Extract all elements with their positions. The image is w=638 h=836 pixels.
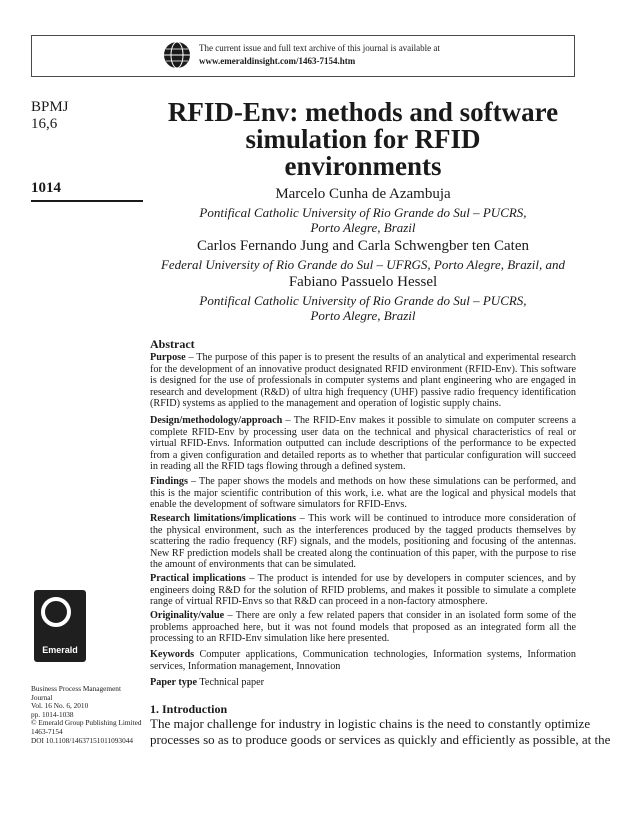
abstract-paper-type [150, 677, 576, 689]
citation-line: pp. 1014-1038 [31, 709, 74, 719]
affiliation-line: Porto Alegre, Brazil [310, 220, 416, 235]
citation-line: Vol. 16 No. 6, 2010 [31, 701, 89, 711]
paper-type-label: Paper type [150, 677, 198, 688]
author-name: Carlos Fernando Jung and Carla Schwengber ten Caten [197, 238, 529, 254]
section-text: – The paper shows the models and methods on how these simulations can be performed, and this is the major scientific contribution of this work, i.e. what are the logical and physical models that enable the development of software simulators for RFID-Envs. [150, 476, 576, 511]
section-text: – The product is intended for use by developers in computer sciences, and by engineers doing R&D for the solution of RFID problems, and makes it possible to simulate a complete range of virtual RFID-Envs so that R&D can proceed in a non-factory atmosphere. [150, 573, 576, 608]
citation-line: © Emerald Group Publishing Limited [31, 718, 142, 728]
emerald-logo-text: Emerald [42, 645, 78, 655]
author-name: Marcelo Cunha de Azambuja [275, 186, 451, 202]
section-text: – There are only a few related papers that consider in an isolated form some of the problems approached here, but it was not found models that proposed as an integrated form all the processing to an RFID-Env simulation like here presented. [150, 610, 576, 645]
page-number: 1014 [31, 180, 61, 196]
abstract-heading: Abstract [150, 337, 195, 351]
banner-availability-text: The current issue and full text archive of this journal is available at [199, 43, 440, 53]
citation-line: Journal [31, 692, 53, 702]
abstract-keywords [150, 649, 576, 672]
author-affiliation [118, 293, 608, 323]
abstract-practical [150, 573, 576, 608]
section-heading: 1. Introduction [150, 702, 228, 716]
author-affiliation [118, 205, 608, 235]
divider [31, 200, 143, 202]
section-label: Purpose [150, 352, 186, 363]
keywords-text: Computer applications, Communication technologies, Information systems, Information services, Information management, Innovation [150, 649, 576, 672]
section-text: – The RFID-Env makes it possible to simulate on computer screens a complete RFID-Env by processing user data on the technical and physical characteristics of real or virtual RFID-Envs. Information outputted can include descriptions of the performance to be expected from a given configuration and detailed reports as to whether that particular configuration will succeed in reading all the RFID tags flowing through a defined system. [150, 415, 576, 473]
title-line: RFID-Env: methods and software [167, 97, 559, 127]
article-title [148, 99, 578, 180]
title-line: simulation for RFID [245, 124, 481, 154]
section-label: Practical implications [150, 573, 246, 584]
section-label: Findings [150, 476, 188, 487]
citation-info [31, 685, 142, 745]
emerald-ring-icon [41, 597, 71, 627]
abstract-purpose [150, 352, 576, 410]
journal-abbreviation: BPMJ [31, 99, 69, 115]
section-text: – The purpose of this paper is to present the results of an analytical and experimental research for the development of an innovative product designated RFID environment (RFID-Env). This software is designed for the use of professionals in computer systems and plant engineering who are engaged in research and development (R&D) of ultra high frequency (UHF) passive radio frequency identification (RFID) systems as applied to the management and operation of logistic supply chains. [150, 352, 576, 410]
abstract-originality [150, 610, 576, 645]
citation-line: DOI 10.1108/14637151011093044 [31, 735, 134, 745]
section-text: – This work will be continued to introduce more consideration of the physical environment, such as the interferences produced by the tagged products themselves by scattering the radio frequency (RF) signals, and the models, positioning and focusing of the antennas. New RF prediction models shall be created along the continuation of this paper, with the purpose to rise the amount of environments that can be simulated. [150, 513, 576, 571]
section-label: Research limitations/implications [150, 513, 297, 524]
citation-line: 1463-7154 [31, 726, 63, 736]
title-line: environments [284, 151, 442, 181]
section-label: Design/methodology/approach [150, 415, 283, 426]
author-name: Fabiano Passuelo Hessel [288, 274, 438, 290]
affiliation-line: Pontifical Catholic University of Rio Grande do Sul – PUCRS, [199, 293, 527, 308]
body-text-line: The major challenge for industry in logistic chains is the need to constantly optimize [150, 716, 591, 731]
globe-icon [163, 41, 191, 69]
abstract-design [150, 415, 576, 473]
keywords-label: Keywords [150, 649, 195, 660]
abstract-limitations [150, 513, 576, 571]
paper-type-text: Technical paper [197, 677, 265, 688]
affiliation-line: Pontifical Catholic University of Rio Grande do Sul – PUCRS, [199, 205, 527, 220]
affiliation-line: Porto Alegre, Brazil [310, 308, 416, 323]
author-affiliation [118, 257, 608, 272]
body-text-line: processes so as to produce goods or services as quickly and efficiently as possible, at the [150, 732, 611, 747]
abstract-findings [150, 476, 576, 511]
section-label: Originality/value [150, 610, 225, 621]
banner-url-link[interactable]: www.emeraldinsight.com/1463-7154.htm [199, 56, 356, 66]
volume-issue: 16,6 [31, 116, 58, 132]
citation-line: Business Process Management [31, 684, 121, 693]
journal-label [31, 99, 69, 133]
affiliation-line: Federal University of Rio Grande do Sul – UFRGS, Porto Alegre, Brazil, and [160, 257, 566, 272]
